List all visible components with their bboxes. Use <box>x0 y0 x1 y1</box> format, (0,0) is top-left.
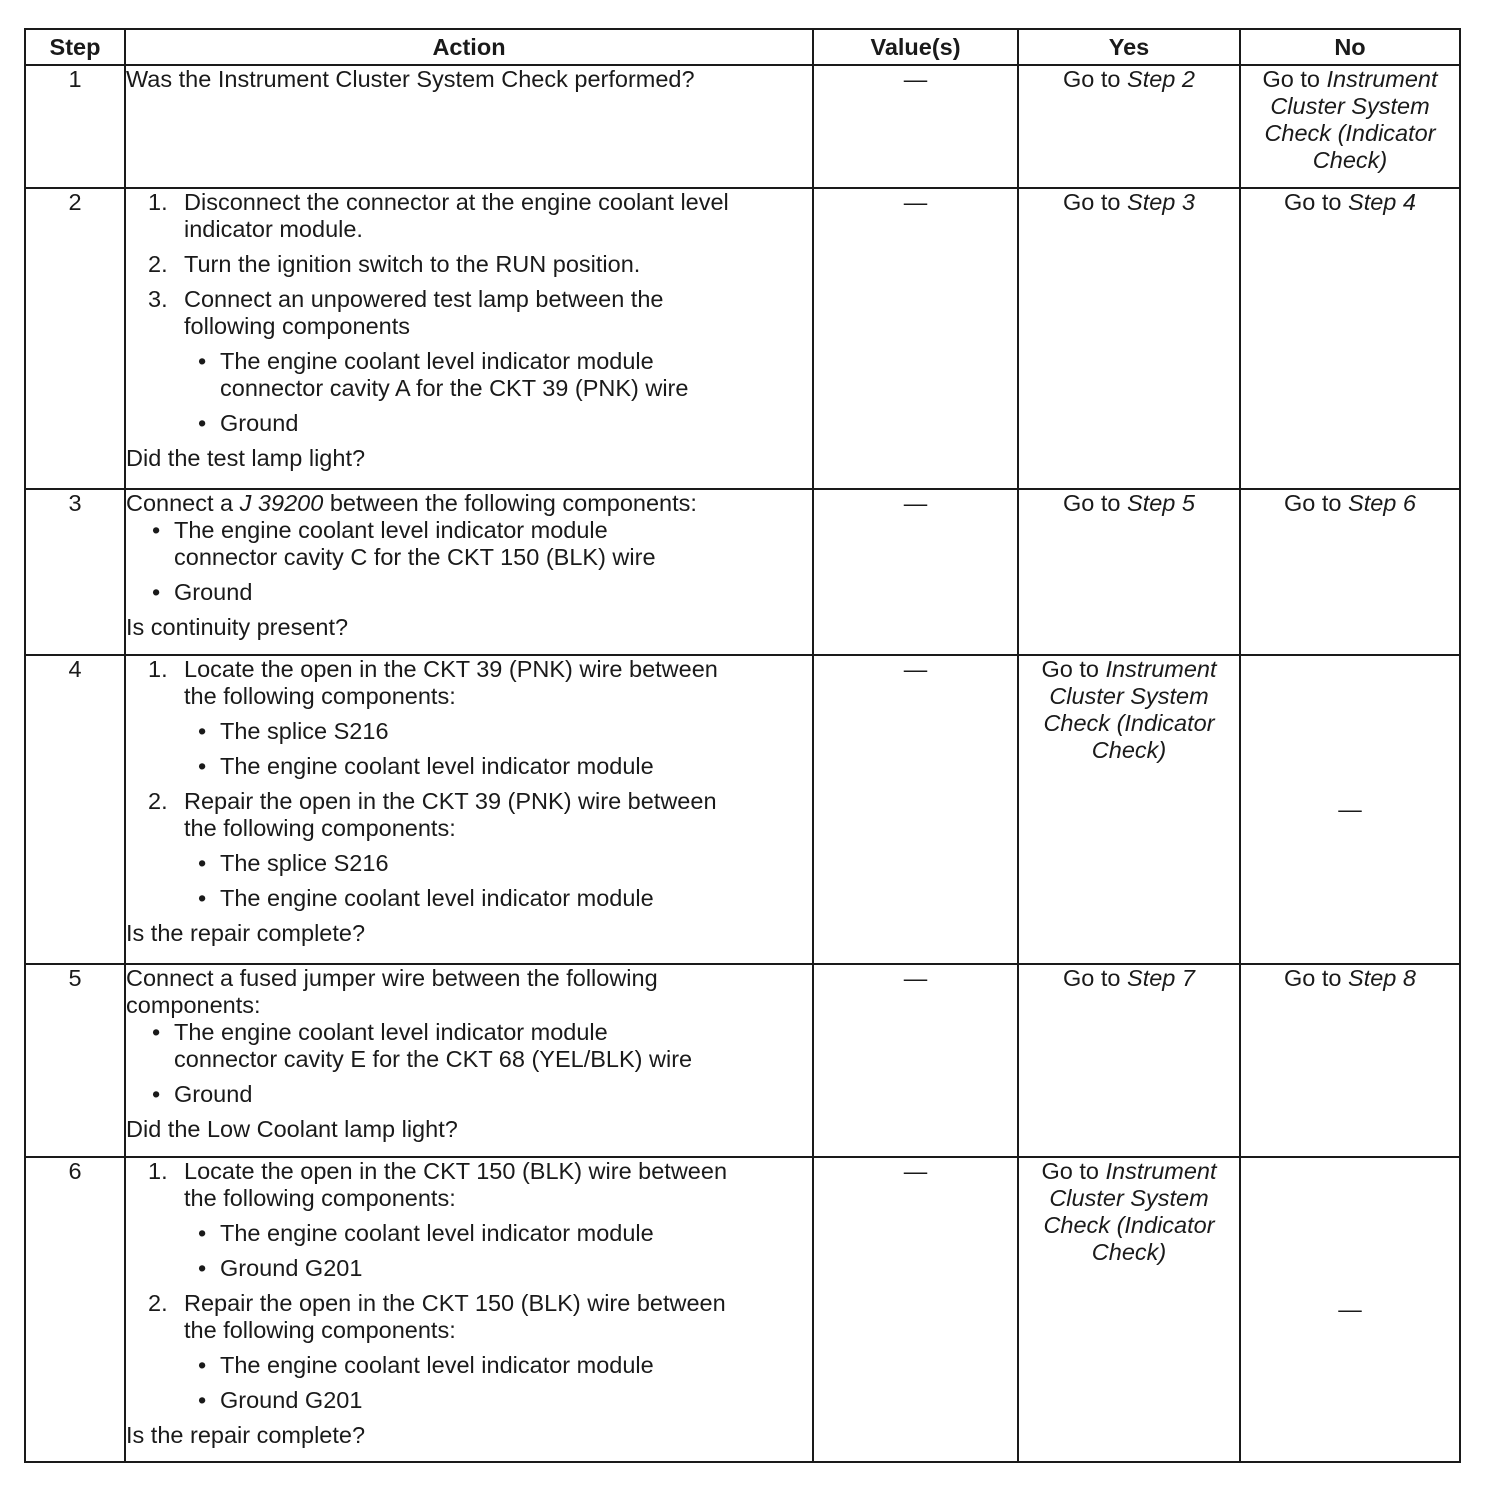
action-question: Did the Low Coolant lamp light? <box>126 1116 458 1142</box>
bullet-item: • Ground <box>198 410 299 436</box>
bullet-icon: • <box>198 348 207 374</box>
bullet-icon: • <box>152 517 161 543</box>
bullet-item: • The engine coolant level indicator module <box>198 1352 654 1378</box>
bullet-item: • The splice S216 <box>198 718 389 744</box>
header-no: No <box>1240 29 1460 65</box>
header-values: Value(s) <box>813 29 1018 65</box>
goto-label: Go to <box>1284 189 1342 215</box>
no-link-line[interactable]: Check) <box>1312 147 1388 173</box>
table-row <box>25 1157 1460 1462</box>
yes-link[interactable]: Step 3 <box>1127 189 1195 215</box>
action-intro: Connect a J 39200 between the following components: <box>126 490 697 516</box>
step-number: 6 <box>25 1157 125 1462</box>
bullet-icon: • <box>198 1220 207 1246</box>
bullet-icon: • <box>198 410 207 436</box>
no-cell <box>1240 964 1460 1157</box>
no-cell: — <box>1240 1157 1460 1462</box>
numbered-item: 1. Locate the open in the CKT 39 (PNK) wire between the following components: <box>148 656 718 709</box>
numbered-item: 2. Repair the open in the CKT 150 (BLK) wire between the following components: <box>148 1290 726 1343</box>
header-yes: Yes <box>1018 29 1240 65</box>
bullet-item: • The engine coolant level indicator module connector cavity E for the CKT 68 (YEL/BLK) wire <box>152 1019 693 1072</box>
bullet-item: • The engine coolant level indicator module <box>198 1220 654 1246</box>
bullet-item: • The splice S216 <box>198 850 389 876</box>
bullet-item: • Ground G201 <box>198 1387 363 1413</box>
yes-link[interactable]: Step 5 <box>1127 490 1195 516</box>
tool-ref: J 39200 <box>239 490 324 516</box>
bullet-item: • The engine coolant level indicator module <box>198 885 654 911</box>
numbered-item: 1. Disconnect the connector at the engine coolant level indicator module. <box>148 189 729 242</box>
bullet-icon: • <box>198 753 207 779</box>
yes-link[interactable]: Step 2 <box>1127 66 1195 92</box>
action-cell <box>125 964 813 1157</box>
bullet-icon: • <box>152 579 161 605</box>
goto-label: Go to <box>1063 66 1121 92</box>
step-number: 5 <box>25 964 125 1157</box>
bullet-icon: • <box>198 1352 207 1378</box>
action-question: Did the test lamp light? <box>126 445 366 471</box>
yes-link-line[interactable]: Check (Indicator <box>1043 710 1215 736</box>
table-row <box>25 188 1460 489</box>
action-question: Is continuity present? <box>126 614 349 640</box>
bullet-icon: • <box>152 1081 161 1107</box>
goto-label: Go to <box>1284 490 1342 516</box>
no-link-line[interactable]: Instrument <box>1326 66 1438 92</box>
action-intro: components: <box>126 992 261 1018</box>
table-row <box>25 489 1460 655</box>
bullet-item: • The engine coolant level indicator module connector cavity C for the CKT 150 (BLK) wire <box>152 517 656 570</box>
header-action: Action <box>125 29 813 65</box>
no-cell: — <box>1240 655 1460 964</box>
action-question: Is the repair complete? <box>126 920 366 946</box>
action-question: Was the Instrument Cluster System Check performed? <box>126 66 695 92</box>
goto-label: Go to <box>1063 490 1121 516</box>
action-question: Is the repair complete? <box>126 1422 366 1448</box>
header-row <box>25 29 1460 65</box>
no-link[interactable]: Step 4 <box>1348 189 1416 215</box>
yes-link-line[interactable]: Check) <box>1091 737 1167 763</box>
yes-cell <box>1018 489 1240 655</box>
action-intro: Connect a fused jumper wire between the following <box>126 965 658 991</box>
numbered-item: 2. Turn the ignition switch to the RUN position. <box>148 251 641 277</box>
bullet-icon: • <box>198 718 207 744</box>
bullet-item: • Ground G201 <box>198 1255 363 1281</box>
bullet-icon: • <box>198 1255 207 1281</box>
step-number: 2 <box>25 188 125 489</box>
bullet-item: • The engine coolant level indicator module <box>198 753 654 779</box>
no-cell <box>1240 489 1460 655</box>
value-cell: — <box>813 188 1018 489</box>
value-cell: — <box>813 964 1018 1157</box>
table-row <box>25 655 1460 964</box>
yes-link-line[interactable]: Check (Indicator <box>1043 1212 1215 1238</box>
yes-link-line[interactable]: Check) <box>1091 1239 1167 1265</box>
step-number: 4 <box>25 655 125 964</box>
yes-cell <box>1018 964 1240 1157</box>
yes-link-line[interactable]: Instrument <box>1105 656 1217 682</box>
action-cell <box>125 188 813 489</box>
value-cell: — <box>813 65 1018 188</box>
step-number: 1 <box>25 65 125 188</box>
table-row <box>25 964 1460 1157</box>
no-link[interactable]: Step 6 <box>1348 490 1416 516</box>
yes-link[interactable]: Step 7 <box>1127 965 1195 991</box>
no-cell <box>1240 188 1460 489</box>
bullet-icon: • <box>198 850 207 876</box>
value-cell: — <box>813 489 1018 655</box>
bullet-item: • The engine coolant level indicator module connector cavity A for the CKT 39 (PNK) wire <box>198 348 689 401</box>
goto-label: Go to <box>1262 66 1320 92</box>
action-cell <box>125 1157 813 1462</box>
bullet-icon: • <box>152 1019 161 1045</box>
step-number: 3 <box>25 489 125 655</box>
no-cell <box>1240 65 1460 188</box>
yes-cell <box>1018 188 1240 489</box>
bullet-item: • Ground <box>152 1081 253 1107</box>
numbered-item: 3. Connect an unpowered test lamp between the following components <box>148 286 664 339</box>
bullet-icon: • <box>198 1387 207 1413</box>
header-step: Step <box>25 29 125 65</box>
goto-label: Go to <box>1041 1158 1099 1184</box>
goto-label: Go to <box>1041 656 1099 682</box>
no-link-line[interactable]: Cluster System <box>1270 93 1430 119</box>
bullet-item: • Ground <box>152 579 253 605</box>
bullet-icon: • <box>198 885 207 911</box>
value-cell: — <box>813 1157 1018 1462</box>
goto-label: Go to <box>1063 965 1121 991</box>
yes-link-line[interactable]: Cluster System <box>1049 683 1209 709</box>
table-row <box>25 65 1460 188</box>
yes-cell <box>1018 655 1240 964</box>
no-link[interactable]: Step 8 <box>1348 965 1416 991</box>
numbered-item: 1. Locate the open in the CKT 150 (BLK) wire between the following components: <box>148 1158 728 1211</box>
numbered-item: 2. Repair the open in the CKT 39 (PNK) wire between the following components: <box>148 788 717 841</box>
yes-cell <box>1018 1157 1240 1462</box>
goto-label: Go to <box>1284 965 1342 991</box>
no-link-line[interactable]: Check (Indicator <box>1264 120 1436 146</box>
action-cell <box>125 65 813 188</box>
yes-link-line[interactable]: Instrument <box>1105 1158 1217 1184</box>
yes-link-line[interactable]: Cluster System <box>1049 1185 1209 1211</box>
action-cell <box>125 489 813 655</box>
action-cell <box>125 655 813 964</box>
yes-cell <box>1018 65 1240 188</box>
goto-label: Go to <box>1063 189 1121 215</box>
value-cell: — <box>813 655 1018 964</box>
diagnostic-table <box>24 28 1461 1463</box>
